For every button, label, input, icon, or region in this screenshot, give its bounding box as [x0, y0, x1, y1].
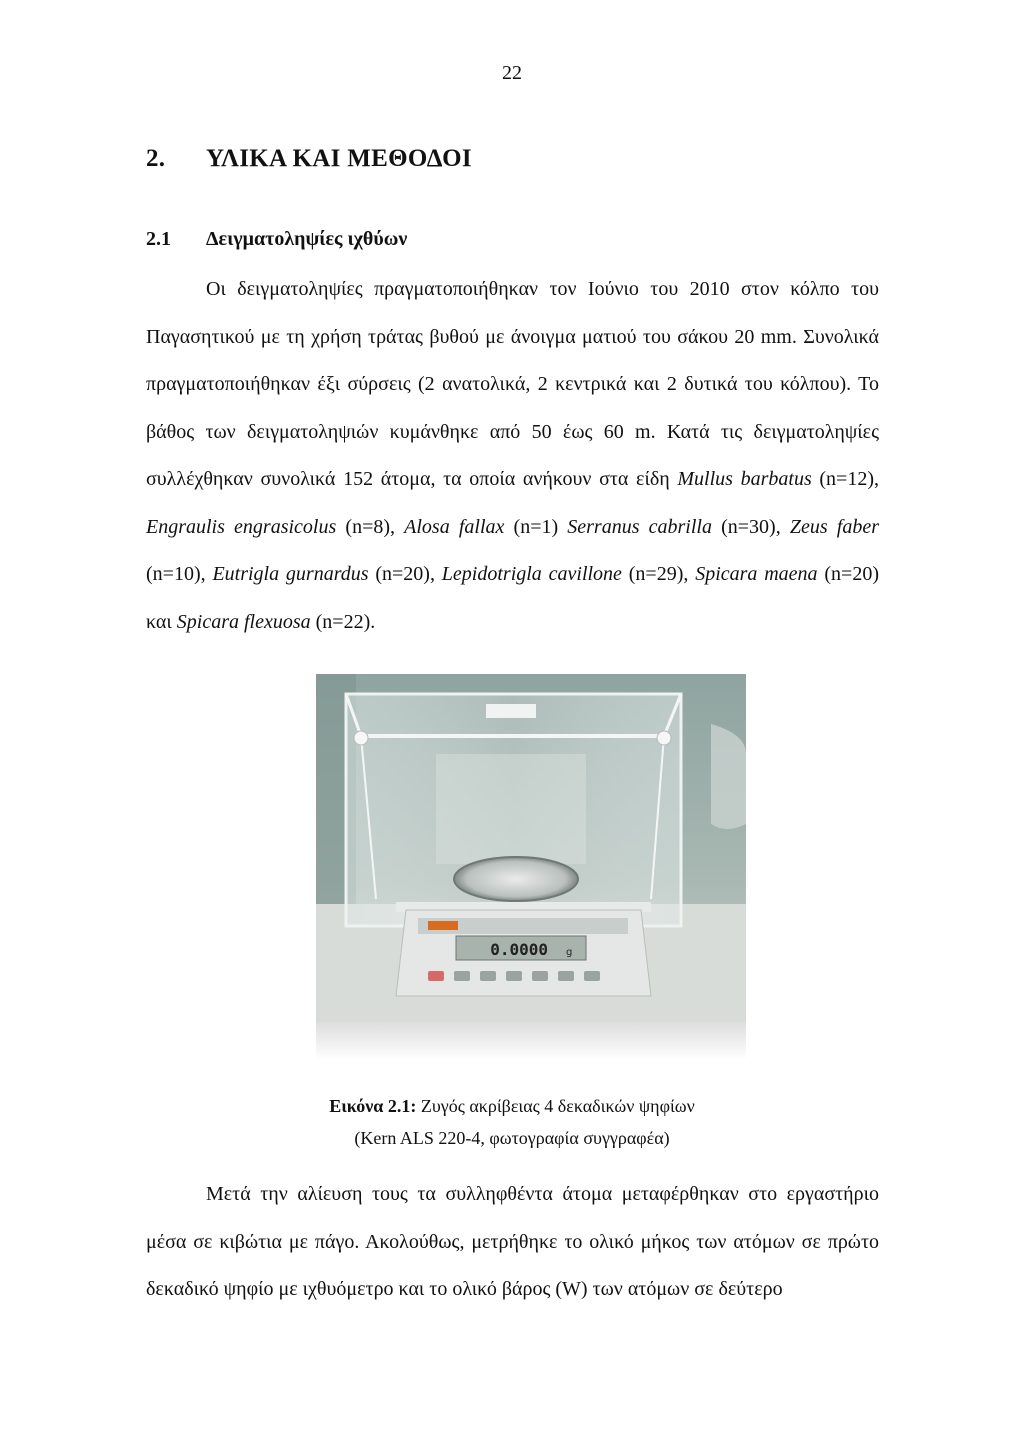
text-run: (n=8),	[336, 515, 405, 538]
text-run: (n=10),	[146, 563, 213, 585]
body-paragraph-sampling	[146, 266, 879, 646]
control-button	[558, 971, 574, 981]
chapter-number: 2.	[146, 145, 166, 172]
figure-shadow	[316, 1020, 746, 1060]
control-button	[480, 971, 496, 981]
text-run: (n=12),	[811, 468, 879, 490]
section-title: Δειγματοληψίες ιχθύων	[206, 228, 408, 250]
control-button	[532, 971, 548, 981]
species-name: Spicara maena	[695, 563, 818, 585]
text-run: (n=20),	[368, 563, 442, 585]
control-button	[506, 971, 522, 981]
text-run: (n=1)	[504, 515, 568, 538]
figure-caption-label: Εικόνα 2.1:	[329, 1096, 417, 1116]
page-number: 22	[502, 62, 522, 84]
section-number: 2.1	[146, 228, 171, 250]
rear-label	[436, 754, 586, 864]
chapter-heading	[146, 145, 472, 173]
lcd-unit: g	[566, 947, 573, 958]
brand-logo	[428, 921, 458, 930]
species-name: Mullus barbatus	[677, 468, 812, 490]
species-name: Serranus cabrilla	[567, 515, 712, 538]
shield-handle	[486, 704, 536, 718]
species-name: Spicara flexuosa	[176, 610, 311, 633]
control-button	[454, 971, 470, 981]
species-name: Eutrigla gurnardus	[212, 563, 369, 585]
text-run: (n=20) και	[146, 563, 879, 633]
lcd-readout: 0.0000	[490, 940, 548, 959]
species-name: Zeus faber	[789, 515, 879, 538]
body-paragraph-measurement: Μετά την αλίευση τους τα συλληφθέντα άτομα μεταφέρθηκαν στο εργαστήριο μέσα σε κιβώτια με πάγο. Ακολούθως, μετρήθηκε το ολικό μήκος των ατόμων σε πρώτο δεκαδικό ψηφίο με ιχθυόμετρο και το ολικό βάρος (W) των ατόμων σε δεύτερο	[146, 1183, 879, 1300]
weighing-pan	[454, 857, 578, 901]
species-name: Engraulis engrasicolus	[146, 515, 337, 538]
control-button	[584, 971, 600, 981]
figure-caption	[0, 1096, 1024, 1117]
figure-caption-text: Ζυγός ακρίβειας 4 δεκαδικών ψηφίων	[416, 1096, 695, 1116]
text-run: (n=22).	[310, 610, 376, 633]
species-name: Alosa fallax	[404, 515, 505, 538]
figure-caption-source: (Kern ALS 220-4, φωτογραφία συγγραφέα)	[354, 1128, 670, 1148]
shield-knob	[657, 731, 671, 745]
species-name: Lepidotrigla cavillone	[441, 563, 622, 585]
section-heading	[146, 228, 407, 251]
figure-balance-photo	[316, 674, 746, 1022]
text-run: (n=30),	[711, 515, 790, 538]
text-run: Οι δειγματοληψίες πραγματοποιήθηκαν τον Ιούνιο του 2010 στον κόλπο του Παγασητικού με τη χρήση τράτας βυθού με άνοιγμα ματιού του σάκου 20 mm. Συνολικά πραγματοποιήθηκαν έξι σύρσεις (2 ανατολικά, 2 κεντρικά και 2 δυτικά του κόλπου). Το βάθος των δειγματοληψιών κυμάνθηκε από 50 έως 60 m. Κατά τις δειγματοληψίες συλλέχθηκαν συνολικά 152 άτομα, τα οποία ανήκουν στα είδη	[146, 278, 879, 490]
text-run: (n=29),	[621, 563, 696, 585]
control-button	[428, 971, 444, 981]
chapter-title: ΥΛΙΚΑ ΚΑΙ ΜΕΘΟΔΟΙ	[206, 145, 472, 172]
shield-knob	[354, 731, 368, 745]
